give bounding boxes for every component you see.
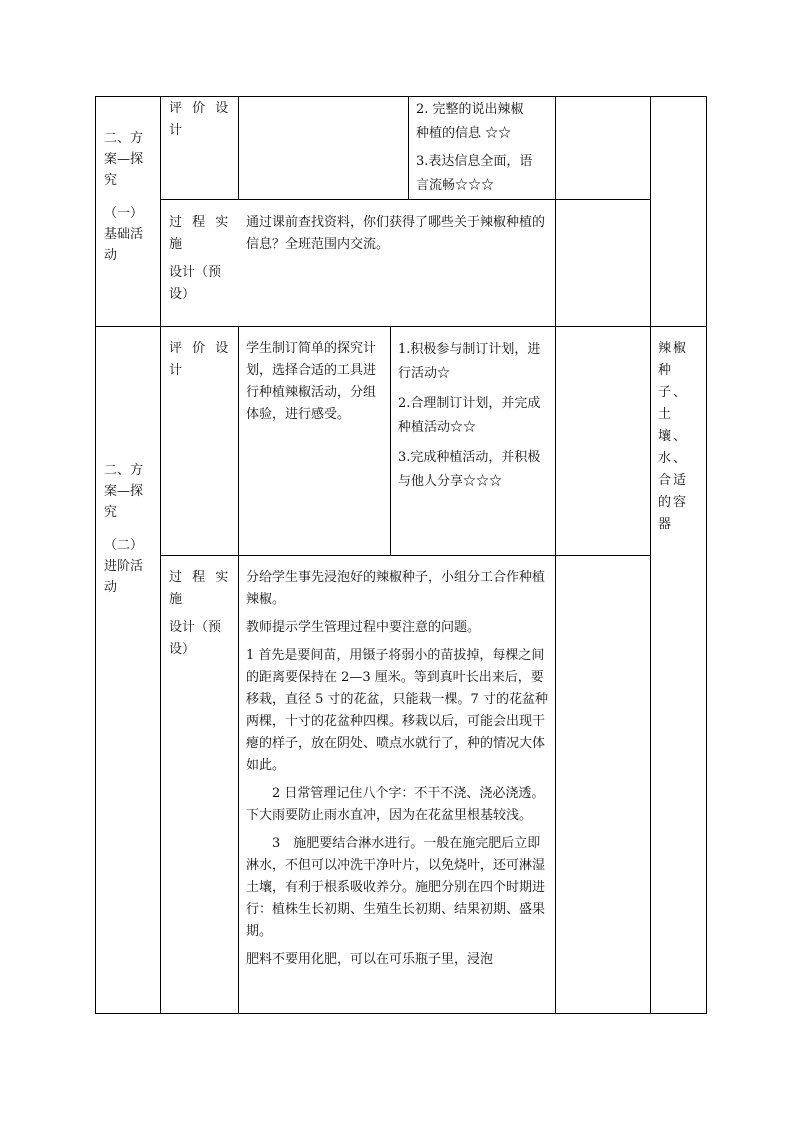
section1-process-text: 通过课前查找资料，你们获得了哪些关于辣椒种植的信息？全班范围内交流。 [246, 215, 546, 252]
label-line: 计 [169, 363, 183, 378]
col-divider [555, 199, 556, 326]
col-divider [238, 96, 239, 199]
subheading-line: （一） [104, 206, 144, 221]
process-paragraph: 1 首先是要间苗，用镊子将弱小的苗拔掉，每棵之间的距离要保持在 2—3 厘米。等到真叶长出来后，要移栽，直径 5 寸的花盆，只能栽一棵。7 寸的花盆种两棵，十寸的花盆种四棵。移栽以后，可能会出现干瘪的样子，放在阴处、喷点水就行了，种的情况大体如此。 [246, 648, 548, 773]
eval-item: 3.完成种植活动，并积极与他人分享☆☆☆ [398, 450, 541, 489]
process-paragraph: 分给学生事先浸泡好的辣椒种子，小组分工合作种植辣椒。 [246, 570, 546, 607]
label-line: 计 [169, 123, 183, 138]
section2-process-text [246, 567, 551, 1011]
section2-eval-items [398, 338, 552, 494]
section1-eval-label [169, 98, 235, 142]
process-paragraph: 肥料不要用化肥，可以在可乐瓶子里，浸泡 [246, 952, 494, 967]
label-line: 设） [169, 287, 196, 302]
subheading-line: 动 [104, 248, 118, 263]
heading-line: 案—探 [104, 152, 144, 167]
eval-item: 1.积极参与制订计划，进行活动☆ [398, 342, 541, 381]
subheading-line: （二） [104, 538, 144, 553]
col-divider [555, 96, 556, 199]
row-divider [160, 199, 650, 200]
process-paragraph: 3 施肥要结合淋水进行。一般在施完肥后立即淋水，不但可以冲洗干净叶片，以免烧叶，还可淋湿土壤，有利于根系吸收养分。施肥分别在四个时期进行：植株生长初期、生殖生长初期、结果初期、盛果期。 [246, 836, 546, 939]
table-border-right [706, 96, 707, 1014]
heading-line: 二、方 [104, 131, 144, 146]
eval-item-line: 3.表达信息全面，语 [416, 154, 533, 169]
label-line: 设计（预 [169, 620, 222, 635]
section2-process-label [169, 567, 235, 661]
label-line: 设计（预 [169, 265, 222, 280]
process-paragraph: 教师提示学生管理过程中要注意的问题。 [246, 620, 481, 635]
section2-student-text: 学生制订简单的探究计划，选择合适的工具进行种植辣椒活动，分组体验，进行感受。 [246, 341, 377, 422]
section1-heading [104, 128, 156, 266]
process-paragraph: 2 日常管理记住八个字：不干不浇、浇必浇透。下大雨要防止雨水直冲，因为在花盆里根基较浅。 [246, 786, 545, 823]
table-border-top [95, 96, 706, 97]
label-line: 施 [169, 592, 183, 607]
eval-item-line: 言流畅☆☆☆ [416, 178, 495, 193]
heading-line: 案—探 [104, 484, 144, 499]
subheading-line: 进阶活 [104, 559, 144, 574]
row-divider [160, 555, 650, 556]
label-line: 过 程 实 [169, 215, 232, 230]
eval-item-line: 种植的信息 ☆☆ [416, 126, 512, 141]
section1-eval-items [416, 98, 554, 198]
table-border-bottom [95, 1013, 706, 1014]
label-line: 评 价 设 [169, 341, 232, 356]
label-line: 评 价 设 [169, 101, 232, 116]
col-divider [238, 326, 239, 1014]
subheading-line: 动 [104, 580, 118, 595]
section2-heading [104, 460, 156, 598]
heading-line: 究 [104, 505, 118, 520]
label-line: 设） [169, 642, 196, 657]
section2-eval-label [169, 338, 235, 382]
col-divider [160, 96, 161, 1014]
eval-item: 2.合理制订计划，并完成种植活动☆☆ [398, 396, 541, 435]
col-divider [408, 96, 409, 199]
label-line: 过 程 实 [169, 570, 232, 585]
col-divider [555, 326, 556, 1014]
label-line: 施 [169, 237, 183, 252]
eval-item-line: 2. 完整的说出辣椒 [416, 102, 524, 117]
table-border-left [95, 96, 96, 1014]
heading-line: 究 [104, 173, 118, 188]
col-divider [390, 326, 391, 555]
section-divider [95, 326, 706, 327]
section1-process-label [169, 212, 235, 306]
heading-line: 二、方 [104, 463, 144, 478]
section2-materials: 辣椒种子、土壤、水、合适的容器 [658, 341, 689, 532]
col-divider [650, 96, 651, 1014]
subheading-line: 基础活 [104, 227, 144, 242]
